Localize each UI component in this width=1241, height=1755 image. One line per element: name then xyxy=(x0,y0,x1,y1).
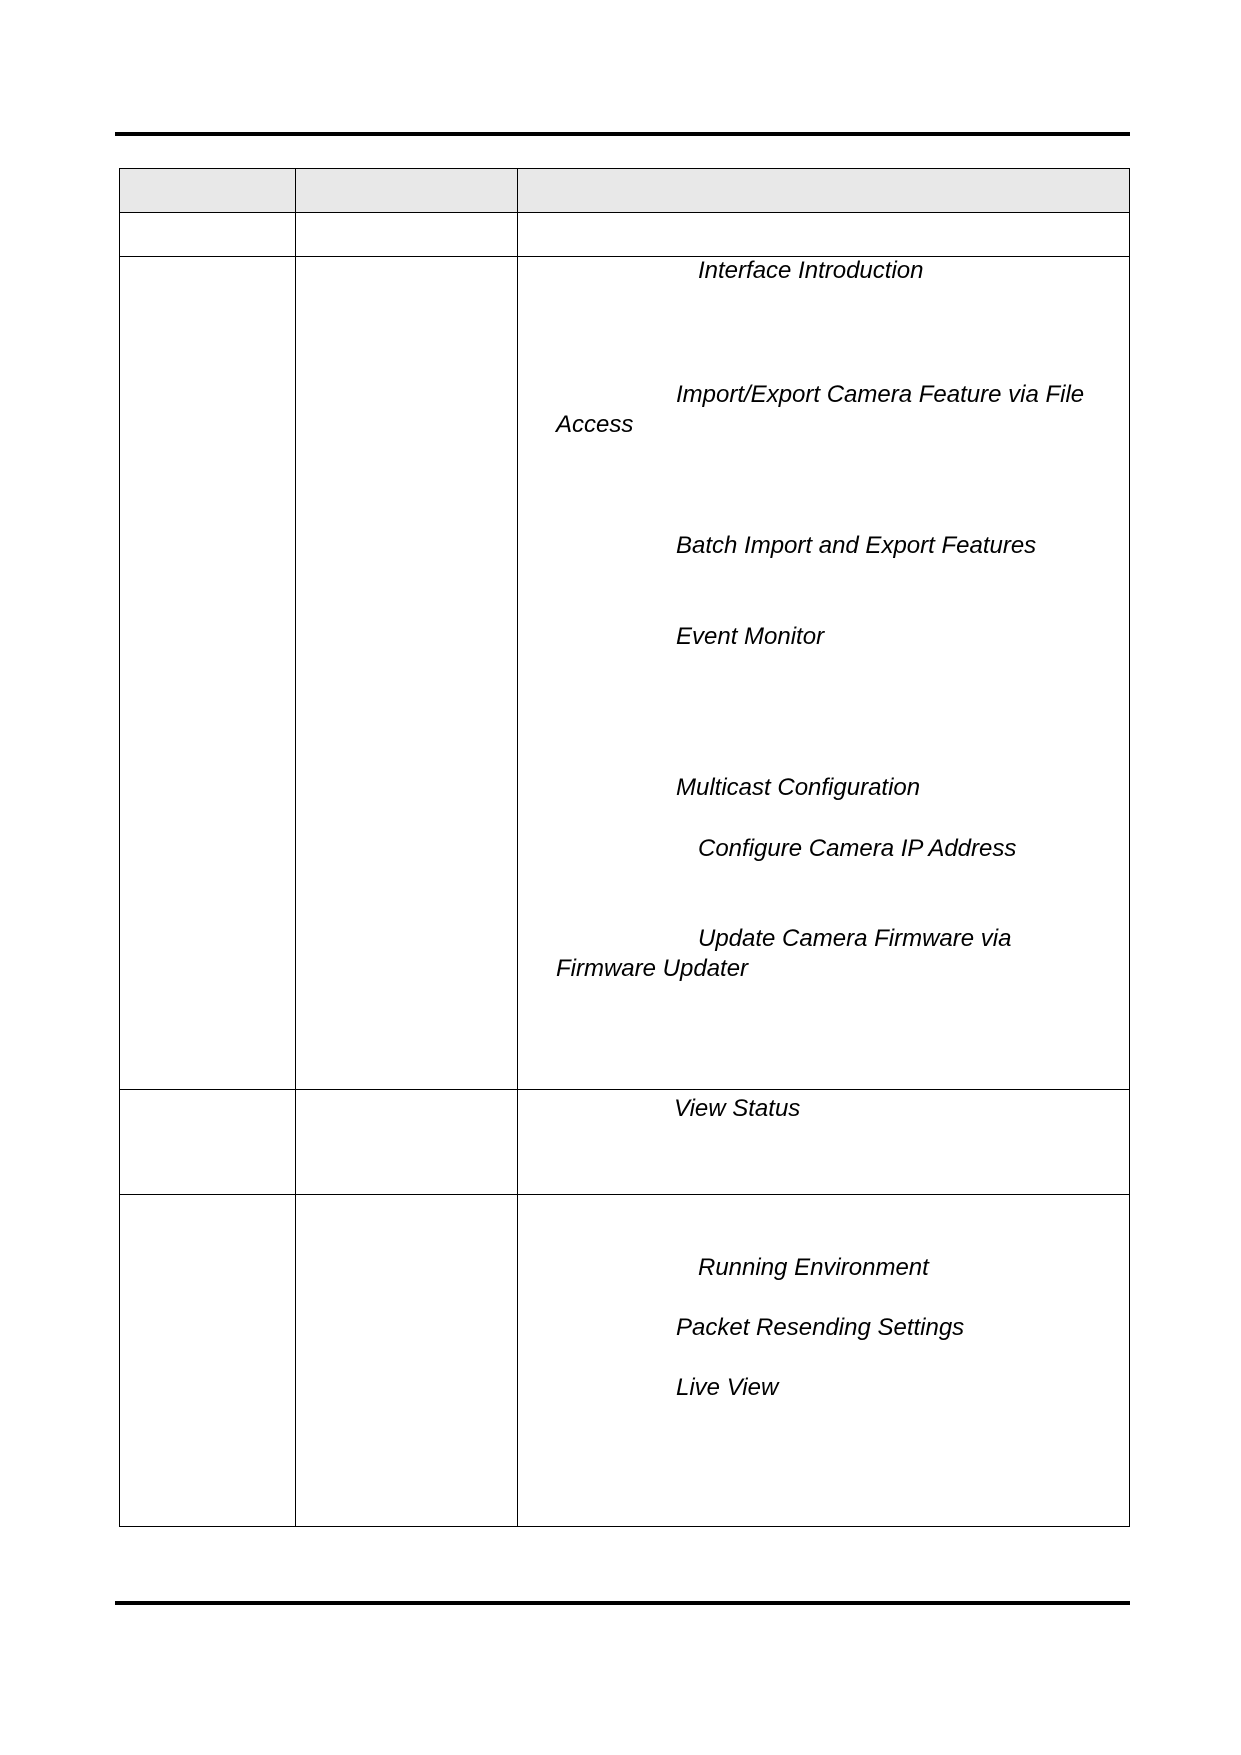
link-running-environment[interactable]: Running Environment xyxy=(698,1254,929,1281)
link-multicast-configuration[interactable]: Multicast Configuration xyxy=(676,774,921,801)
link-import-export-camera-feature-cont[interactable]: Access xyxy=(556,411,634,438)
link-update-camera-firmware-cont[interactable]: Firmware Updater xyxy=(556,955,749,982)
link-event-monitor[interactable]: Event Monitor xyxy=(676,623,825,650)
link-update-camera-firmware[interactable]: Update Camera Firmware via xyxy=(698,925,1012,952)
row-divider xyxy=(120,256,1129,257)
link-configure-camera-ip[interactable]: Configure Camera IP Address xyxy=(698,835,1017,862)
column-divider xyxy=(517,169,518,1526)
link-live-view[interactable]: Live View xyxy=(676,1374,779,1401)
revision-table xyxy=(119,168,1130,1527)
header-rule xyxy=(115,132,1130,136)
link-packet-resending-settings[interactable]: Packet Resending Settings xyxy=(676,1314,965,1341)
row-divider xyxy=(120,1194,1129,1195)
link-batch-import-export[interactable]: Batch Import and Export Features xyxy=(676,532,1037,559)
footer-rule xyxy=(115,1601,1130,1605)
table-header-row xyxy=(120,169,1129,212)
link-import-export-camera-feature[interactable]: Import/Export Camera Feature via File xyxy=(676,381,1085,408)
row-divider xyxy=(120,1089,1129,1090)
column-divider xyxy=(295,169,296,1526)
link-interface-introduction[interactable]: Interface Introduction xyxy=(698,257,924,284)
link-view-status[interactable]: View Status xyxy=(674,1095,801,1122)
row-divider xyxy=(120,212,1129,213)
